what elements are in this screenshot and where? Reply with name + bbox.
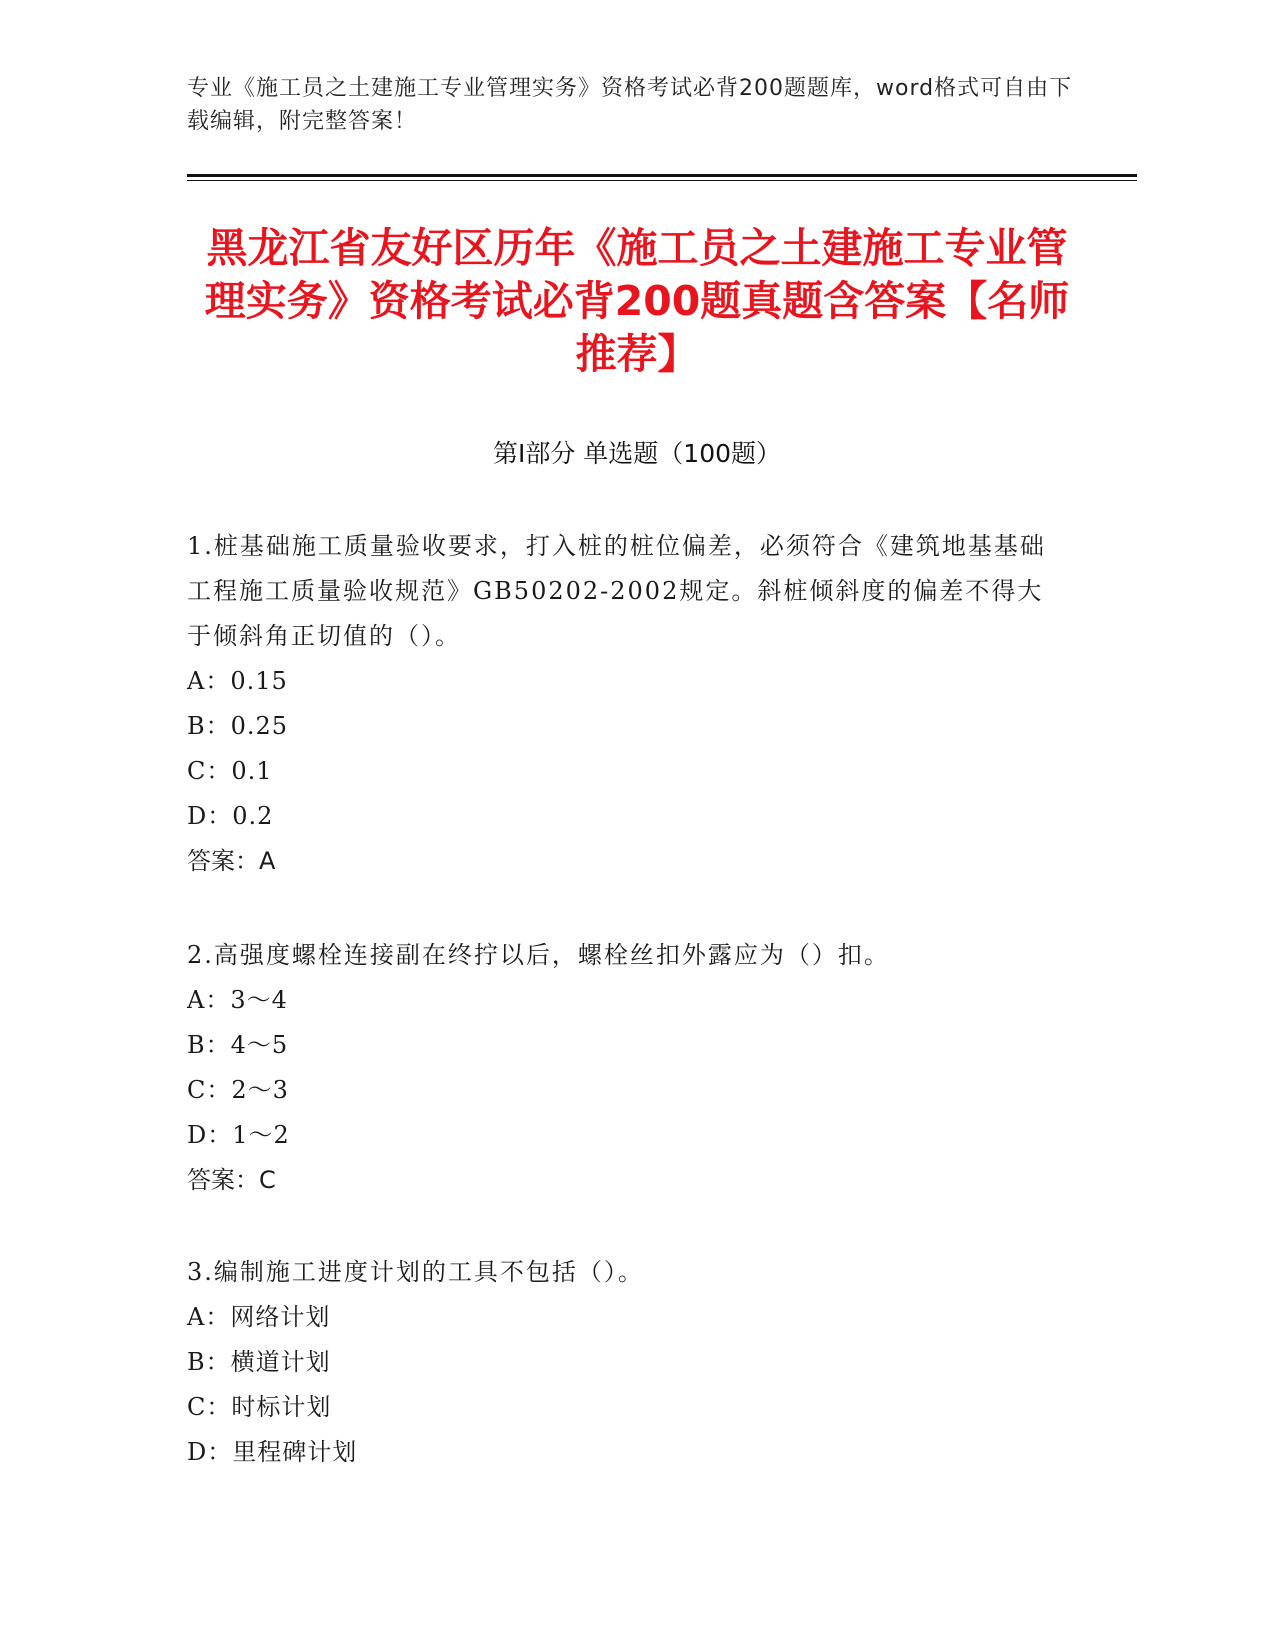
option-b: B：0.25 [187,712,289,740]
option-a: A：3～4 [187,986,288,1014]
header-divider-thick [187,174,1137,177]
option-b: B：横道计划 [187,1348,331,1376]
question-text: 2.高强度螺栓连接副在终拧以后，螺栓丝扣外露应为（）扣。 [187,941,890,969]
option-d: D：1～2 [187,1121,290,1149]
section-heading: 第I部分 单选题（100题） [492,439,782,468]
option-b: B：4～5 [187,1031,289,1059]
document-title: 黑龙江省友好区历年《施工员之土建施工专业管理实务》资格考试必背200题真题含答案【名师推荐】 [204,224,1070,378]
question-2 [187,933,1067,1203]
question-1 [187,524,1067,884]
option-d: D：里程碑计划 [187,1438,358,1466]
option-a: A：网络计划 [187,1303,331,1331]
answer-line: 答案：C [187,1166,276,1194]
option-d: D：0.2 [187,802,274,830]
option-c: C：2～3 [187,1076,289,1104]
header-note: 专业《施工员之土建施工专业管理实务》资格考试必背200题题库，word格式可自由下载编辑，附完整答案！ [187,76,1073,134]
question-text: 3.编制施工进度计划的工具不包括（）。 [187,1258,644,1286]
option-a: A：0.15 [187,667,288,695]
option-c: C：0.1 [187,757,273,785]
option-c: C：时标计划 [187,1393,332,1421]
question-3 [187,1250,1067,1475]
answer-line: 答案：A [187,847,276,875]
question-text: 1.桩基础施工质量验收要求，打入桩的桩位偏差，必须符合《建筑地基基础工程施工质量验收规范》GB50202-2002规定。斜桩倾斜度的偏差不得大于倾斜角正切值的（）。 [187,532,1046,650]
header-divider-thin [187,180,1137,181]
